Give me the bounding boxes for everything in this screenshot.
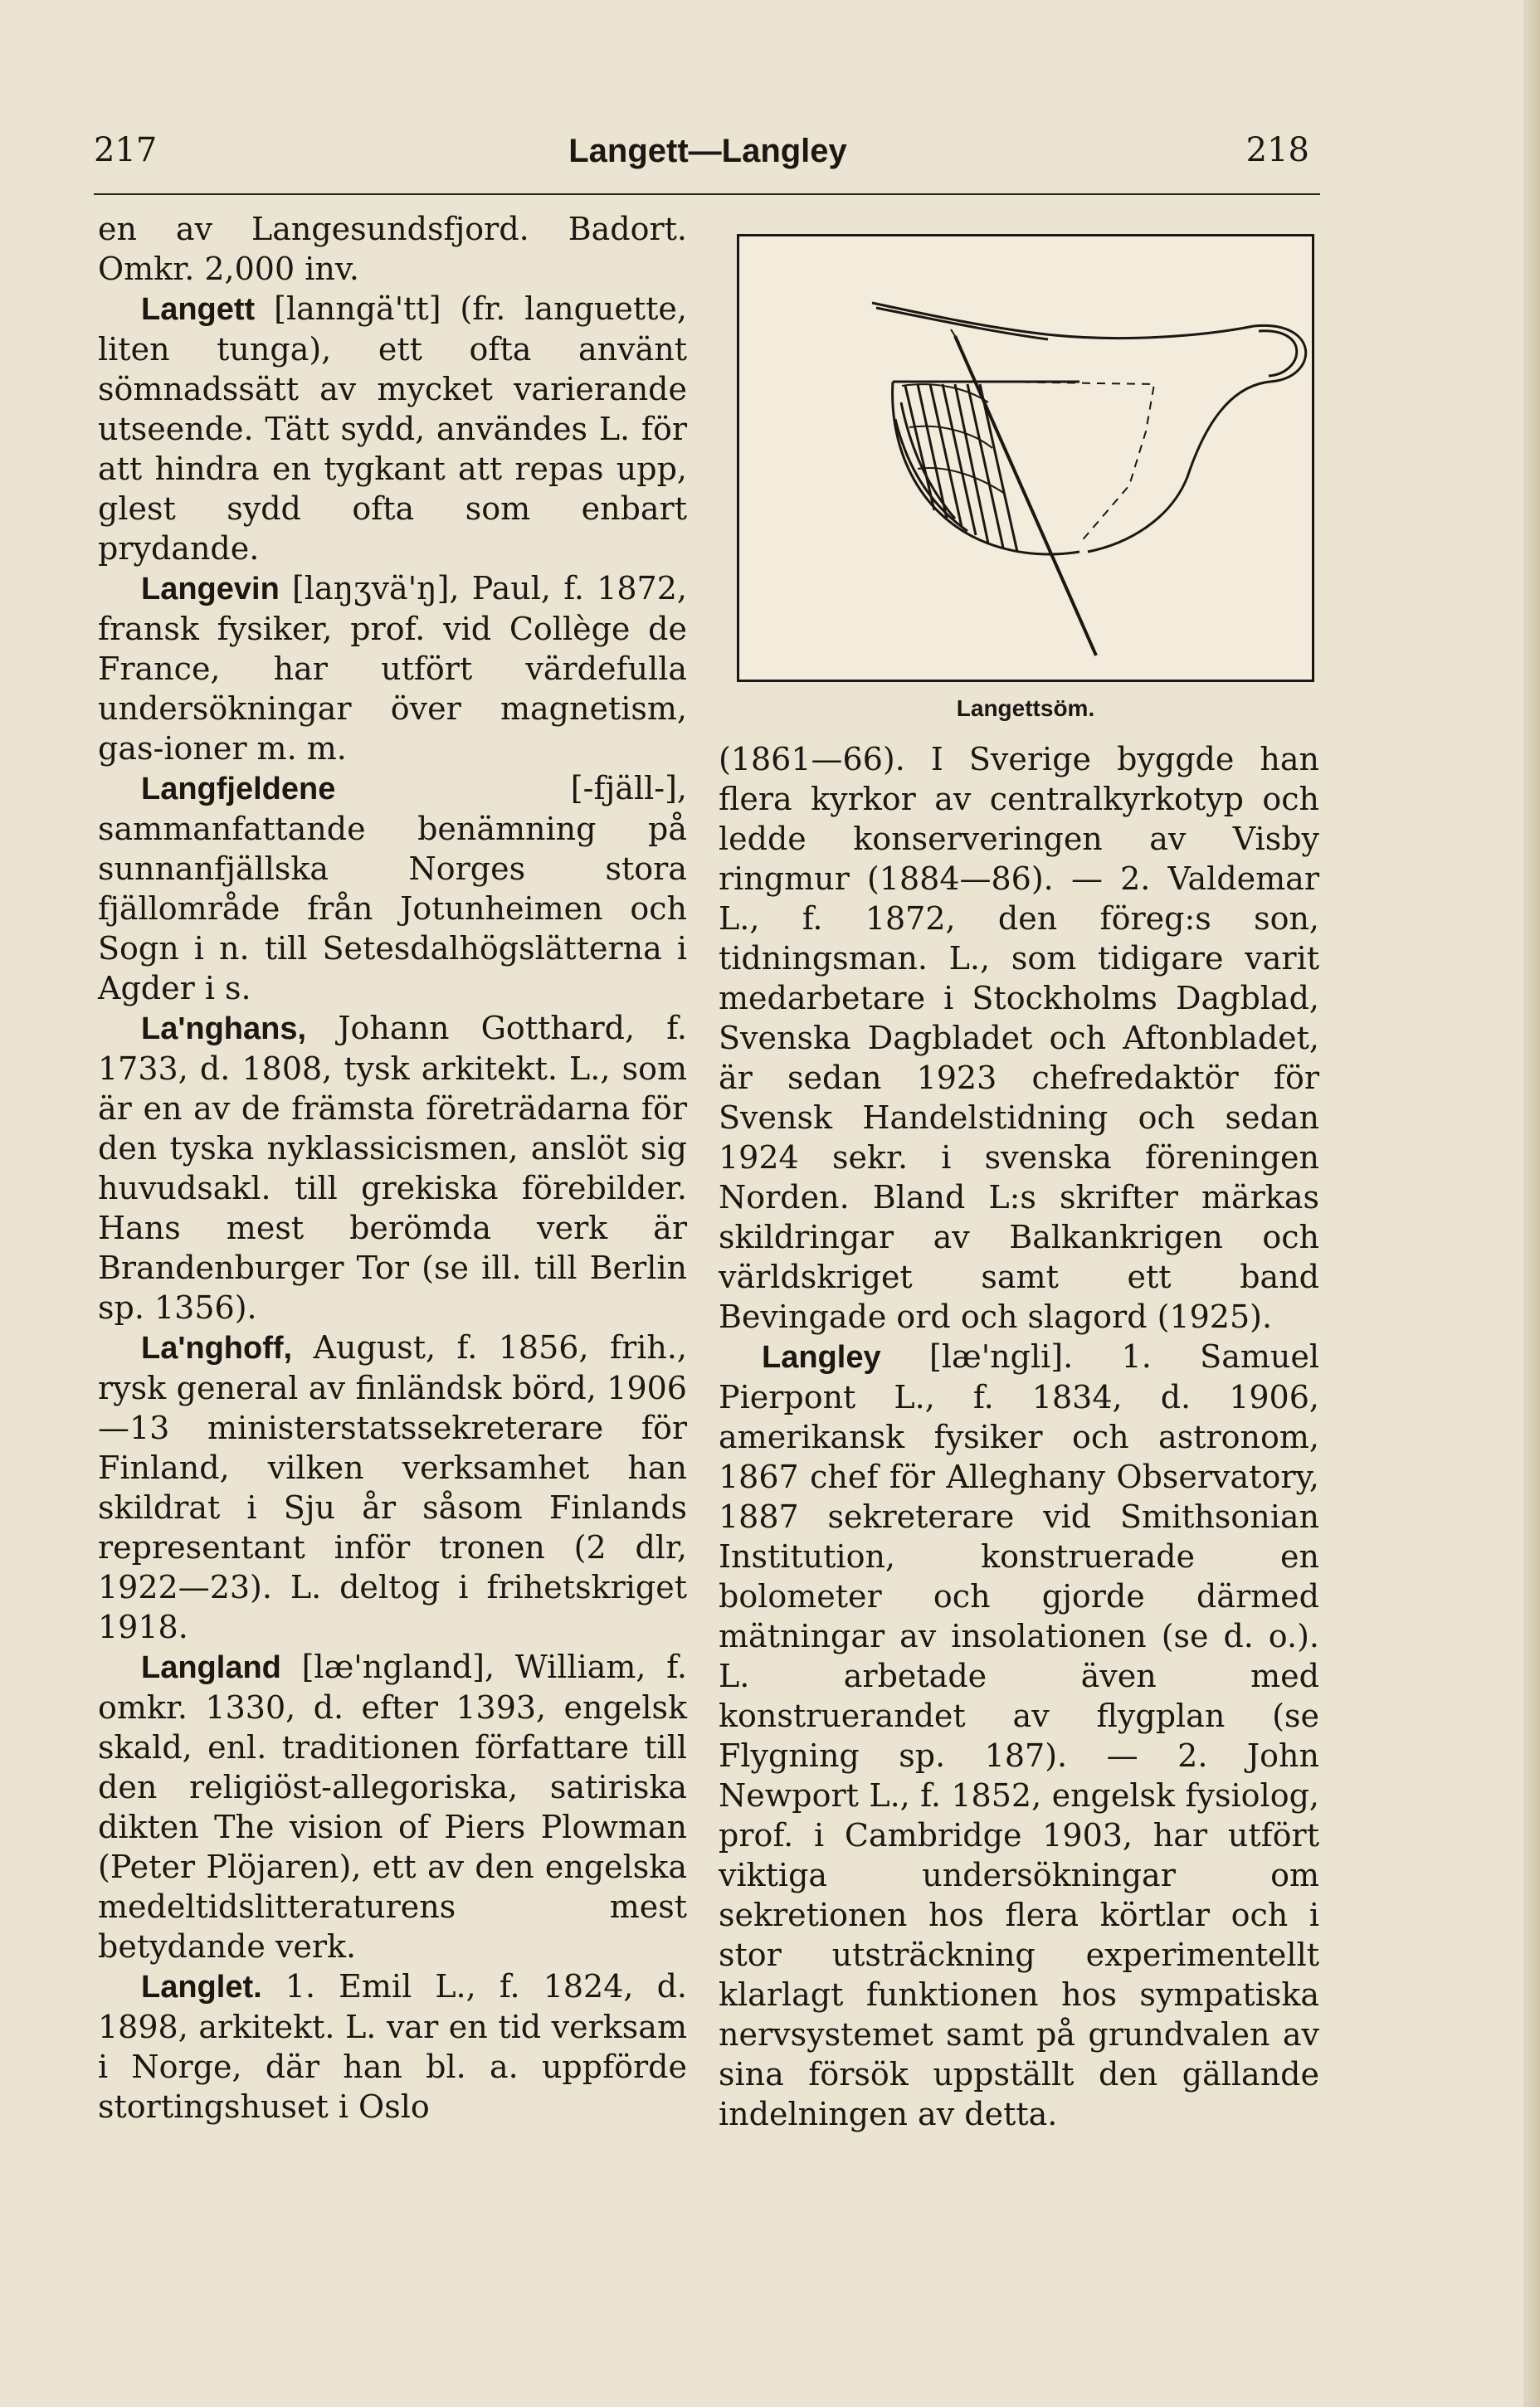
entry-langlet xyxy=(98,1966,687,2127)
headword: Langlet. xyxy=(141,1970,262,2005)
entry-continuation: en av Langesundsfjord. Badort. Omkr. 2,000 inv. xyxy=(98,211,687,287)
headword: Langevin xyxy=(141,572,280,607)
running-title: Langett—Langley xyxy=(568,133,847,169)
page-number-right: 218 xyxy=(1245,131,1309,169)
entry-body: August, f. 1856, frih., rysk general av finländsk börd, 1906—13 ministerstatssekreterare för Finland, vilken verksamhet han skildrat i Sju år såsom Finlands representant inför tronen (2 dlr, 1922—23). L. deltog i frihetskriget 1918. xyxy=(98,1329,687,1645)
headword: Langfjeldene xyxy=(141,772,336,806)
entry-continuation: (1861—66). I Sverige byggde han flera kyrkor av centralkyrkotyp och ledde konserveringen av Visby ringmur (1884—86). — 2. Valdemar L., f. 1872, den föreg:s son, tidningsman. L., som tidigare varit medarbetare i Stockholms Dagblad, Svenska Dagbladet och Aftonbladet, är sedan 1923 chefredaktör för Svensk Handelstidning och sedan 1924 sekr. i svenska föreningen Norden. Bland L:s skrifter märkas skildringar av Balkankrigen och världskriget samt ett band Bevingade ord och slagord (1925). xyxy=(719,741,1319,1335)
entry-langhans xyxy=(98,1008,687,1328)
entry-body: 1. Emil L., f. 1824, d. 1898, arkitekt. L. var en tid verksam i Norge, där han bl. a. uppförde stortingshuset i Oslo xyxy=(98,1968,687,2125)
entry-langevin xyxy=(98,568,687,768)
figure-langettsom xyxy=(737,234,1314,682)
headword: La'nghans, xyxy=(141,1011,307,1046)
stitch-illustration xyxy=(739,236,1312,680)
entry-body: [læ'ngland], William, f. omkr. 1330, d. efter 1393, engelsk skald, enl. traditionen författare till den religiöst-allegoriska, satiriska dikten The vision of Piers Plowman (Peter Plöjaren), ett av den engelska medeltidslitteraturens mest betydande verk. xyxy=(98,1649,687,1965)
page-number-left: 217 xyxy=(94,131,158,169)
headword: La'nghoff, xyxy=(141,1331,293,1366)
headword: Langland xyxy=(141,1650,281,1685)
entry-body: [-fjäll-], sammanfattande benämning på sunnanfjällska Norges stora fjällområde från Jotunheimen och Sogn i n. till Setesdalhögslätterna i Agder i s. xyxy=(98,770,687,1006)
entry-langhoff xyxy=(98,1328,687,1647)
entry-body: [laŋʒvä'ŋ], Paul, f. 1872, fransk fysiker, prof. vid Collège de France, har utfört värdefulla undersökningar över magnetism, gas-ioner m. m. xyxy=(98,570,687,767)
right-column xyxy=(719,739,1319,2134)
figure-caption: Langettsöm. xyxy=(956,695,1095,721)
entry-langland xyxy=(98,1647,687,1966)
entry-langfjeldene xyxy=(98,768,687,1008)
headword: Langley xyxy=(762,1340,881,1375)
entry-langley xyxy=(719,1337,1319,2134)
entry-body: [lanngä'tt] (fr. languette, liten tunga), ett ofta använt sömnadssätt av mycket varierande utseende. Tätt sydd, användes L. för att hindra en tygkant att repas upp, glest sydd ofta som enbart prydande. xyxy=(98,290,687,567)
left-column xyxy=(98,209,687,2127)
entry-langett xyxy=(98,289,687,568)
headword: Langett xyxy=(141,292,256,327)
entry-body: [læ'ngli]. 1. Samuel Pierpont L., f. 1834, d. 1906, amerikansk fysiker och astronom, 1867 chef för Alleghany Observatory, 1887 sekreterare vid Smithsonian Institution, konstruerade en bolometer och gjorde därmed mätningar av insolationen (se d. o.). L. arbetade även med konstruerandet av flygplan (se Flygning sp. 187). — 2. John Newport L., f. 1852, engelsk fysiolog, prof. i Cambridge 1903, har utfört viktiga undersökningar om sekretionen hos flera körtlar och i stor utsträckning experimentellt klarlagt funktionen hos sympatiska nervsystemet samt på grundvalen av sina försök uppställt den gällande indelningen av detta. xyxy=(719,1338,1319,2132)
entry-body: Johann Gotthard, f. 1733, d. 1808, tysk arkitekt. L., som är en av de främsta företrädarna för den tyska nyklassicismen, anslöt sig huvudsakl. till grekiska förebilder. Hans mest berömda verk är Brandenburger Tor (se ill. till Berlin sp. 1356). xyxy=(98,1010,687,1326)
page-edge-shadow xyxy=(1523,0,1540,2407)
header-rule xyxy=(94,193,1320,195)
